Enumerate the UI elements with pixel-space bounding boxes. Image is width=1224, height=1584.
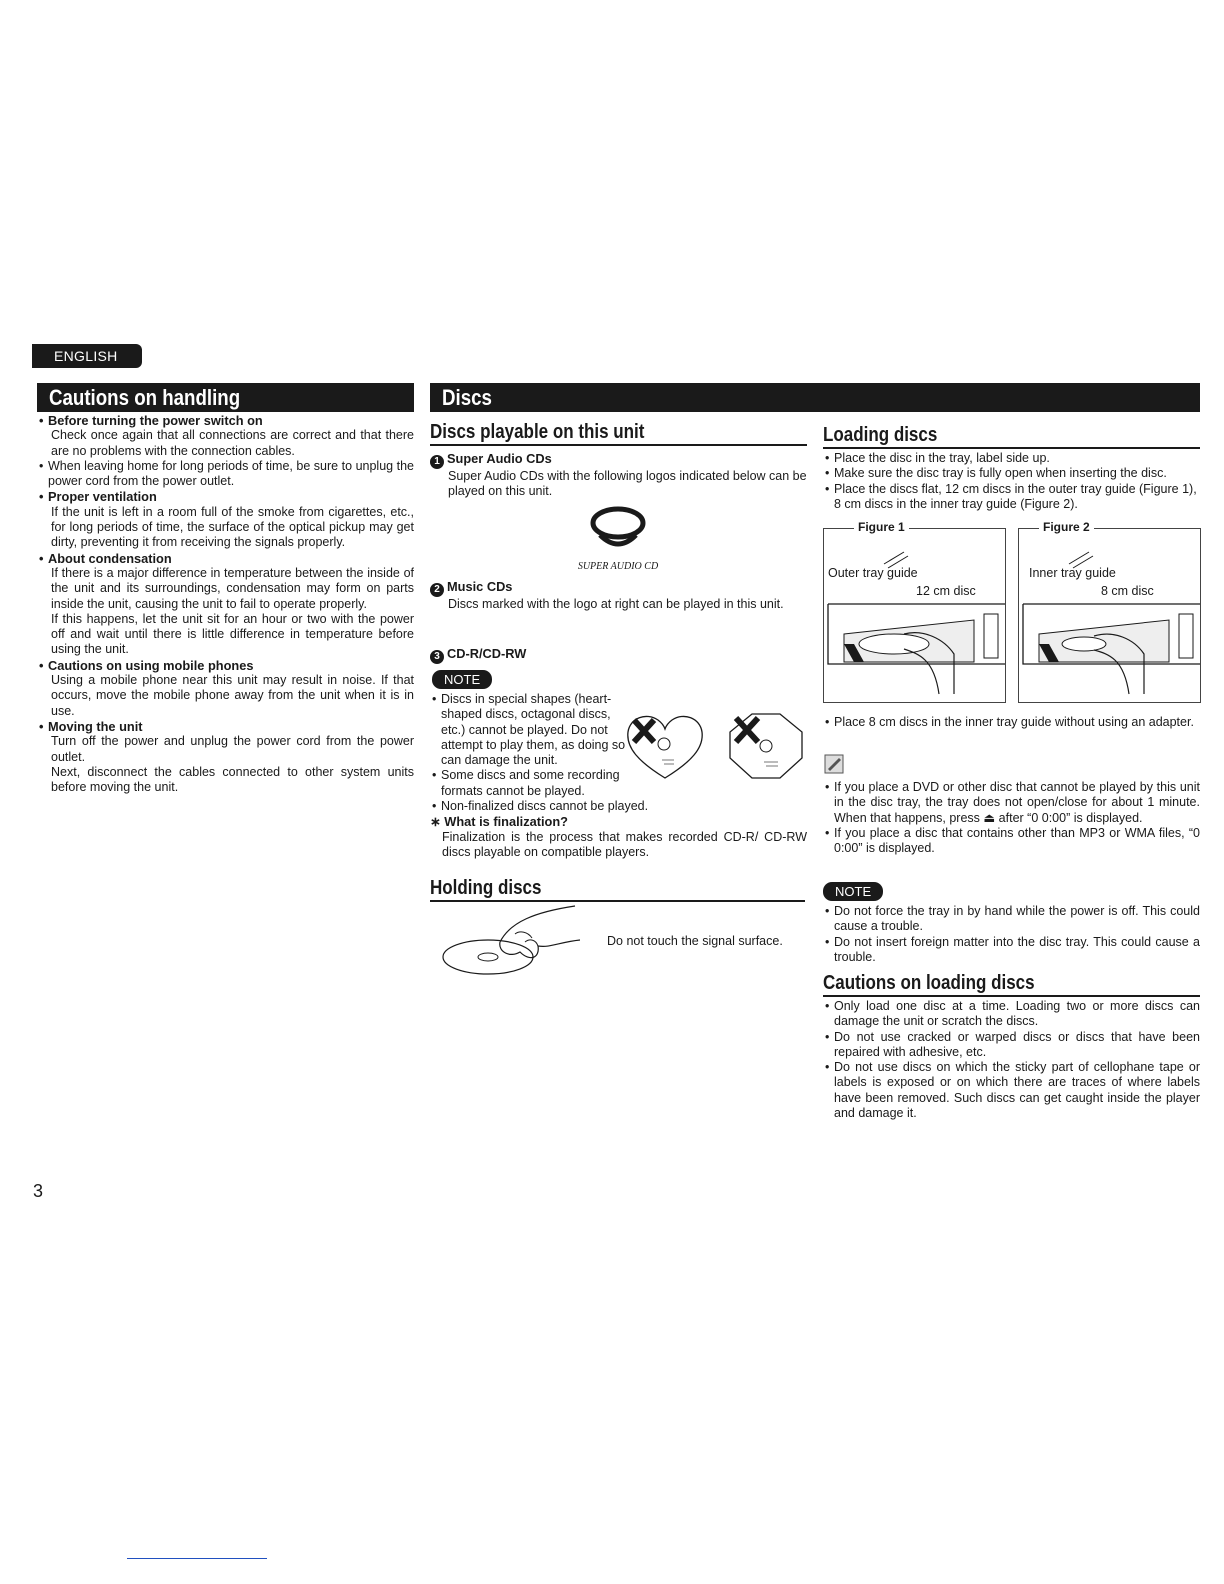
page-number: 3 (33, 1181, 44, 1201)
after-figure-text (823, 715, 1200, 730)
heart-disc-icon (624, 712, 706, 780)
memo-icon (823, 753, 845, 775)
12cm-disc-label: 12 cm disc (916, 584, 976, 598)
cdr-section (430, 646, 526, 664)
music-cd-heading: Music CDs (447, 579, 513, 594)
memo-bullet: • If you place a disc that contains other than MP3 or WMA files, “0 0:00” is displayed. (823, 826, 1200, 857)
loading-bullet: • Place the discs flat, 12 cm discs in the outer tray guide (Figure 1), 8 cm discs in the inner tray guide (Figure 2). (823, 482, 1200, 513)
sacd-logo-text: SUPER AUDIO CD (577, 561, 659, 572)
holding-heading: Holding discs (430, 877, 805, 902)
figure-1-title: Figure 1 (854, 520, 909, 534)
8cm-disc-label: 8 cm disc (1101, 584, 1154, 598)
caution-bullet: • When leaving home for long periods of time, be sure to unplug the power cord from the power outlet. (37, 459, 414, 490)
cdr-heading: CD-R/CD-RW (447, 646, 527, 661)
note-item: • Discs in special shapes (heart-shaped discs, octagonal discs, etc.) cannot be played. Do not attempt to play them, as doing so can damage the unit. (430, 692, 626, 768)
caution-text: Check once again that all connections are correct and that there are no problems with the connection cables. (51, 428, 414, 458)
music-cd-text: Discs marked with the logo at right can be played in this unit. (448, 596, 784, 611)
figure-2-title: Figure 2 (1039, 520, 1094, 534)
holding-disc-illustration (440, 902, 590, 980)
memo-bullets (823, 780, 1200, 856)
loading-notes (823, 904, 1200, 965)
number-badge: 2 (430, 583, 444, 597)
figure-2-drawing (1019, 544, 1200, 702)
language-tab: ENGLISH (32, 344, 142, 368)
caution-text: If there is a major difference in temperature between the inside of the unit and its surroundings, condensation may form on parts inside the unit, causing the unit to fail to operate properly. (51, 565, 414, 611)
caution-heading: • Proper ventilation (37, 489, 414, 504)
caution-heading: • About condensation (37, 551, 414, 566)
footer-rule (127, 1558, 267, 1559)
caution-text: Next, disconnect the cables connected to other system units before moving the unit. (51, 764, 414, 795)
figure-2 (1018, 520, 1201, 703)
caution-bullet: • Do not use discs on which the sticky part of cellophane tape or labels is exposed or on which there are traces of where labels have been removed. Such discs can get caught inside the player and damage it. (823, 1060, 1200, 1121)
playable-heading: Discs playable on this unit (430, 421, 807, 446)
sacd-text: Super Audio CDs with the following logos indicated below can be played on this unit. (448, 468, 807, 498)
note-item: • Do not force the tray in by hand while the power is off. This could cause a trouble. (823, 904, 1200, 935)
caution-text: Turn off the power and unplug the power cord from the power outlet. (51, 734, 414, 764)
inner-tray-guide-label: Inner tray guide (1029, 566, 1116, 580)
loading-bullet: • Make sure the disc tray is fully open when inserting the disc. (823, 466, 1200, 481)
finalization-text: Finalization is the process that makes recorded CD-R/ CD-RW discs playable on compatible players. (442, 829, 807, 859)
cautions-handling-body (37, 413, 414, 795)
caution-text: If this happens, let the unit sit for an hour or two with the power off and wait until there is little difference in temperature before using the unit. (51, 611, 414, 657)
caution-text: If the unit is left in a room full of the smoke from cigarettes, etc., for long periods of time, the surface of the optical pickup may get dirty, preventing it from receiving the signals properly. (51, 504, 414, 550)
caution-bullet: • Only load one disc at a time. Loading two or more discs can damage the unit or scratch the discs. (823, 999, 1200, 1030)
sacd-logo-icon (578, 505, 658, 555)
loading-bullet: • Place 8 cm discs in the inner tray guide without using an adapter. (823, 715, 1200, 730)
outer-tray-guide-label: Outer tray guide (828, 566, 918, 580)
finalization-heading: What is finalization? (444, 814, 568, 830)
loading-bullets (823, 451, 1200, 512)
caution-bullet: • Do not use cracked or warped discs or discs that have been repaired with adhesive, etc. (823, 1030, 1200, 1061)
asterisk-icon: ∗ (430, 814, 445, 830)
caution-text: Using a mobile phone near this unit may result in noise. If that occurs, move the mobile phone away from the unit when it is in use. (51, 673, 414, 718)
note-badge: NOTE (823, 882, 883, 901)
sacd-heading: Super Audio CDs (447, 451, 552, 466)
number-badge: 3 (430, 650, 444, 664)
holding-caption: Do not touch the signal surface. (607, 934, 783, 948)
caution-heading: • Cautions on using mobile phones (37, 658, 414, 673)
figure-1-drawing (824, 544, 1005, 702)
note-item: • Non-finalized discs cannot be played. (430, 799, 807, 814)
caution-heading: • Before turning the power switch on (37, 413, 414, 428)
cautions-loading-heading: Cautions on loading discs (823, 972, 1200, 997)
discs-banner: Discs (430, 383, 1200, 412)
music-cd-section (430, 579, 807, 612)
figure-1 (823, 520, 1006, 703)
loading-bullet: • Place the disc in the tray, label side up. (823, 451, 1200, 466)
note-item: • Do not insert foreign matter into the disc tray. This could cause a trouble. (823, 935, 1200, 966)
note-badge: NOTE (432, 670, 492, 689)
memo-bullet: • If you place a DVD or other disc that cannot be played by this unit in the disc tray, the tray does not open/close for about 1 minute. When that happens, press ⏏ after “0 0:00” is displayed. (823, 780, 1200, 826)
cautions-loading-bullets (823, 999, 1200, 1121)
octagon-disc-icon (726, 712, 806, 780)
number-badge: 1 (430, 455, 444, 469)
caution-heading: • Moving the unit (37, 719, 414, 734)
loading-heading: Loading discs (823, 424, 1200, 449)
sacd-section (430, 451, 807, 499)
note-item: • Some discs and some recording formats cannot be played. (430, 768, 626, 799)
cautions-handling-banner: Cautions on handling (37, 383, 414, 412)
